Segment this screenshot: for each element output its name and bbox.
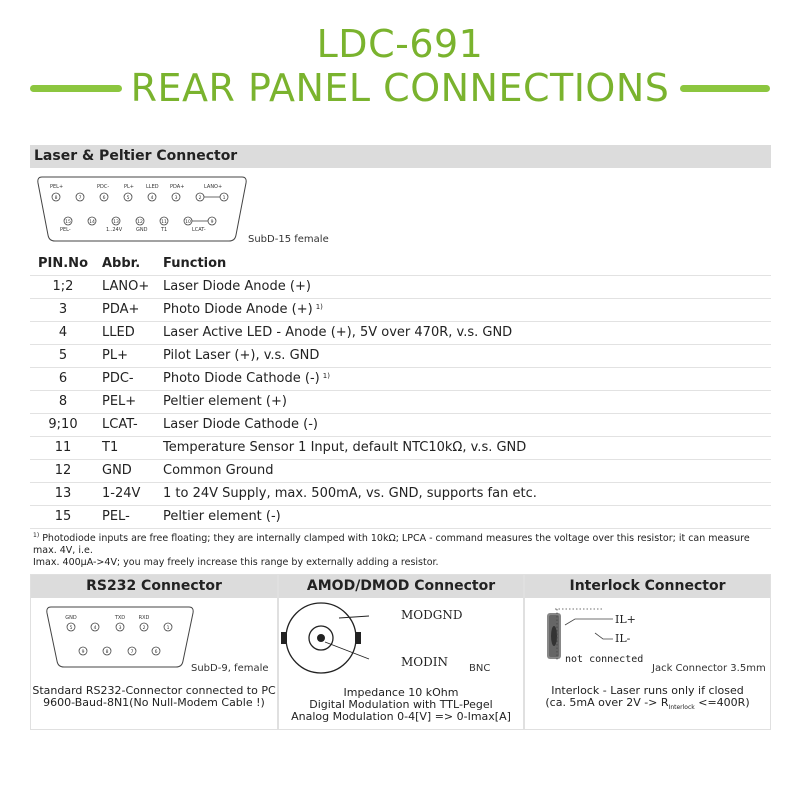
col-function: Function [162, 252, 771, 275]
pin-number-cell-text: 15 [54, 509, 72, 524]
pin-number-cell-text: 6 [58, 371, 68, 386]
abbr-cell [96, 298, 162, 321]
pin-number-cell-text: 11 [54, 440, 72, 455]
pin-number-cell-text: 4 [58, 325, 68, 340]
abbr-cell [96, 344, 162, 367]
function-cell-text: 1 to 24V Supply, max. 500mA, vs. GND, supports fan etc. [163, 486, 537, 501]
interlock-description [525, 685, 770, 714]
label-modgnd: MODGND [401, 608, 463, 622]
rs232-caption: SubD-9, female [191, 663, 269, 674]
amod-description [279, 687, 523, 723]
function-cell-text: Common Ground [163, 463, 274, 478]
pin-number: 9 [210, 220, 214, 225]
pin-number: 9 [81, 650, 85, 655]
function-cell-text: Laser Active LED - Anode (+), 5V over 470R, v.s. GND [163, 325, 513, 340]
table-row [30, 367, 771, 390]
function-cell [162, 298, 771, 321]
pin-number-cell-text: 13 [54, 486, 72, 501]
interlock-desc-prefix: (ca. 5mA over 2V -> R [545, 696, 669, 709]
abbr-cell-text: PEL- [102, 509, 130, 524]
laser-peltier-heading: Laser & Peltier Connector [30, 145, 771, 168]
pin-number: 8 [54, 196, 58, 201]
pin-label-t1: T1 [161, 227, 168, 233]
table-row [30, 298, 771, 321]
amod-desc-line-3: Analog Modulation 0-4[V] => 0-Imax[A] [291, 710, 511, 723]
pin-number: 13 [113, 220, 119, 225]
footnote-mark: 1) [33, 532, 40, 539]
table-row [30, 436, 771, 459]
pin-table-header [30, 252, 771, 275]
pin-number: 1 [222, 196, 226, 201]
abbr-cell [96, 482, 162, 505]
function-cell-text: Peltier element (-) [163, 509, 281, 524]
pin-number: 2 [198, 196, 202, 201]
table-row [30, 459, 771, 482]
table-row [30, 321, 771, 344]
footnote-reference: 1) [315, 303, 323, 311]
label-not-connected: not connected [565, 654, 644, 665]
abbr-cell-text: T1 [102, 440, 119, 455]
pin-number-cell [30, 505, 96, 528]
amod-dmod-heading: AMOD/DMOD Connector [279, 575, 523, 598]
abbr-cell [96, 459, 162, 482]
pin-number: 8 [105, 650, 109, 655]
rs232-heading: RS232 Connector [31, 575, 277, 598]
pin-number: 5 [126, 196, 130, 201]
pin-number-cell-text: 12 [54, 463, 72, 478]
function-cell-text: Laser Diode Anode (+) [163, 279, 311, 294]
pin-number: 3 [118, 626, 122, 631]
subd15-caption: SubD-15 female [248, 234, 329, 245]
rs232-desc-line-2: 9600-Baud-8N1(No Null-Modem Cable !) [43, 696, 265, 709]
title-bar-right [680, 85, 770, 92]
bnc-connector-diagram [281, 601, 371, 677]
table-row [30, 413, 771, 436]
pin-number: 7 [78, 196, 82, 201]
pin-number-cell-text: 1;2 [52, 279, 74, 294]
pin-number-cell [30, 436, 96, 459]
subd15-connector-diagram [36, 175, 248, 243]
label-modin: MODIN [401, 655, 448, 669]
abbr-cell-text: PDA+ [102, 302, 140, 317]
pin-number: 4 [93, 626, 97, 631]
function-cell [162, 459, 771, 482]
abbr-cell [96, 390, 162, 413]
abbr-cell-text: PDC- [102, 371, 134, 386]
rs232-desc-line-1: Standard RS232-Connector connected to PC [32, 684, 276, 697]
interlock-heading: Interlock Connector [525, 575, 770, 598]
pin-label-pel-plus: PEL+ [50, 184, 64, 190]
function-cell [162, 275, 771, 298]
rs232-description [31, 685, 277, 709]
table-row [30, 344, 771, 367]
abbr-cell-text: GND [102, 463, 132, 478]
footnote-reference: 1) [322, 372, 330, 380]
pin-number: 14 [89, 220, 95, 225]
function-cell [162, 413, 771, 436]
function-cell [162, 390, 771, 413]
function-cell [162, 505, 771, 528]
pin-label-supply: 1..24V [106, 227, 123, 233]
footnote-line-1: Photodiode inputs are free floating; they are internally clamped with 10kΩ; LPCA - command measures the voltage over this resistor; it can measure max. 4V, i.e. [33, 533, 750, 557]
function-cell-text: Temperature Sensor 1 Input, default NTC10kΩ, v.s. GND [163, 440, 527, 455]
footnote-line-2: Imax. 400µA->4V; you may freely increase this range by externally adding a resistor. [33, 557, 439, 569]
pin-label-txd: TXD [114, 615, 126, 621]
title-bar-left [30, 85, 122, 92]
pin-number: 6 [102, 196, 106, 201]
pin-number: 1 [166, 626, 170, 631]
pin-number: 4 [150, 196, 154, 201]
abbr-cell [96, 436, 162, 459]
pin-number: 6 [154, 650, 158, 655]
abbr-cell-text: 1-24V [102, 486, 141, 501]
pin-number: 11 [161, 220, 167, 225]
abbr-cell-text: PL+ [102, 348, 128, 363]
page-title-model: LDC-691 [316, 22, 484, 66]
pin-label-lcat-minus: LCAT- [192, 227, 206, 233]
function-cell [162, 367, 771, 390]
pin-number-cell [30, 298, 96, 321]
amod-desc-line-2: Digital Modulation with TTL-Pegel [309, 698, 493, 711]
pin-table [30, 252, 771, 529]
pin-number-cell-text: 5 [58, 348, 68, 363]
pin-label-pl-plus: PL+ [124, 184, 134, 190]
abbr-cell [96, 275, 162, 298]
function-cell-text: Photo Diode Anode (+) [163, 302, 313, 317]
col-abbr: Abbr. [96, 252, 162, 275]
abbr-cell-text: LANO+ [102, 279, 150, 294]
pin-number: 5 [69, 626, 73, 631]
abbr-cell-text: LCAT- [102, 417, 138, 432]
pin-number-cell [30, 482, 96, 505]
pin-number-cell-text: 3 [58, 302, 68, 317]
amod-dmod-panel [278, 574, 524, 730]
pin-label-rxd: RXD [138, 615, 150, 621]
pin-number-cell-text: 8 [58, 394, 68, 409]
pin-number: 10 [185, 220, 191, 225]
function-cell-text: Pilot Laser (+), v.s. GND [163, 348, 320, 363]
function-cell [162, 482, 771, 505]
pin-label-lano-plus: LANO+ [204, 184, 223, 190]
label-il-plus: IL+ [615, 613, 636, 626]
pin-number-cell [30, 459, 96, 482]
footnote [33, 530, 768, 569]
jack-caption: Jack Connector 3.5mm [652, 663, 766, 674]
abbr-cell [96, 413, 162, 436]
pin-label-pda-plus: PDA+ [170, 184, 185, 190]
pin-number: 15 [65, 220, 71, 225]
function-cell [162, 321, 771, 344]
abbr-cell [96, 321, 162, 344]
pin-number: 3 [174, 196, 178, 201]
pin-label-gnd: GND [136, 227, 148, 233]
pin-number-cell [30, 344, 96, 367]
pin-number-cell [30, 413, 96, 436]
pin-number-cell [30, 367, 96, 390]
bnc-caption: BNC [469, 663, 491, 674]
table-row [30, 275, 771, 298]
laser-peltier-section [30, 145, 771, 168]
table-row [30, 390, 771, 413]
pin-number-cell-text: 9;10 [48, 417, 78, 432]
abbr-cell [96, 367, 162, 390]
amod-desc-line-1: Impedance 10 kOhm [343, 686, 459, 699]
function-cell-text: Laser Diode Cathode (-) [163, 417, 318, 432]
pin-number-cell [30, 390, 96, 413]
pin-number-cell [30, 275, 96, 298]
pin-label-lled: LLED [146, 184, 159, 190]
table-row [30, 482, 771, 505]
pin-label-pel-minus: PEL- [60, 227, 71, 233]
pin-number: 2 [142, 626, 146, 631]
rs232-panel [30, 574, 278, 730]
function-cell-text: Photo Diode Cathode (-) [163, 371, 320, 386]
pin-label-gnd: GND [65, 615, 77, 621]
function-cell [162, 344, 771, 367]
page-title: REAR PANEL CONNECTIONS [130, 66, 670, 110]
label-il-minus: IL- [615, 632, 631, 645]
interlock-desc-line-1: Interlock - Laser runs only if closed [551, 684, 744, 697]
pin-label-pdc-minus: PDC- [97, 184, 110, 190]
abbr-cell-text: LLED [102, 325, 135, 340]
pin-number: 12 [137, 220, 143, 225]
subd9-connector-diagram [45, 605, 195, 669]
interlock-panel [524, 574, 771, 730]
table-row [30, 505, 771, 528]
interlock-desc-subscript: Interlock [668, 704, 695, 712]
pin-number: 7 [130, 650, 134, 655]
abbr-cell-text: PEL+ [102, 394, 137, 409]
function-cell [162, 436, 771, 459]
abbr-cell [96, 505, 162, 528]
pin-number-cell [30, 321, 96, 344]
interlock-desc-suffix: <=400R) [694, 696, 750, 709]
function-cell-text: Peltier element (+) [163, 394, 287, 409]
col-pin-no: PIN.No [30, 252, 96, 275]
